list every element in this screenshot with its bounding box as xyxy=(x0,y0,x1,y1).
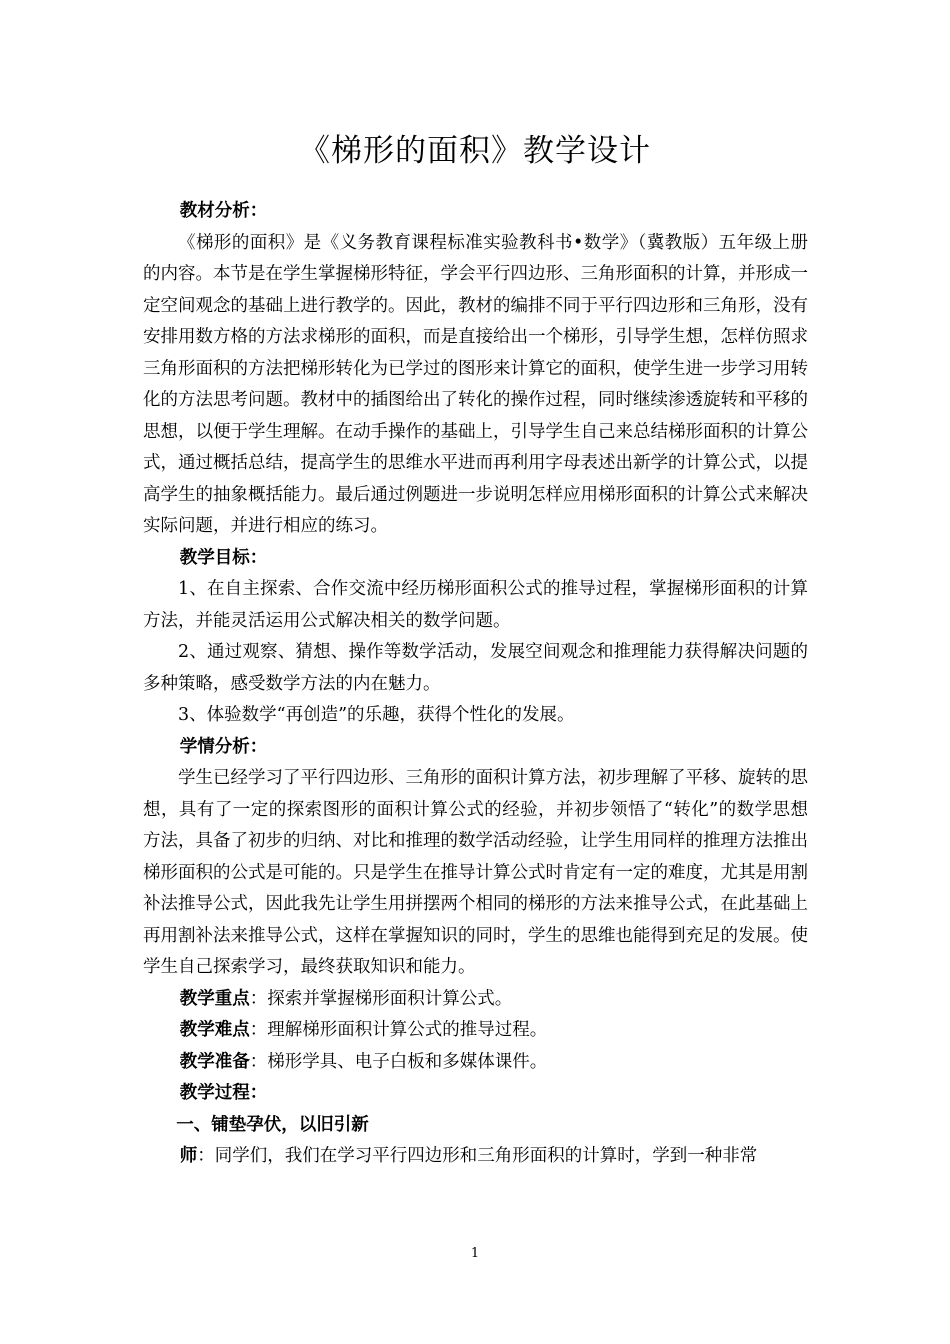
difficulty-line xyxy=(143,1015,808,1047)
paragraph-material-analysis: 《梯形的面积》是《义务教育课程标准实验教科书•数学》（冀教版）五年级上册的内容。本节是在学生掌握梯形特征，学会平行四边形、三角形面积的计算，并形成一定空间观念的基础上进行教学的。因此，教材的编排不同于平行四边形和三角形，没有安排用数方格的方法求梯形的面积，而是直接给出一个梯形，引导学生想，怎样仿照求三角形面积的方法把梯形转化为已学过的图形来计算它的面积，使学生进一步学习用转化的方法思考问题。教材中的插图给出了转化的操作过程，同时继续渗透旋转和平移的思想，以便于学生理解。在动手操作的基础上，引导学生自己来总结梯形面积的计算公式，通过概括总结，提高学生的思维水平进而再利用字母表述出新学的计算公式，以提高学生的抽象概括能力。最后通过例题进一步说明怎样应用梯形面积的计算公式来解决实际问题，并进行相应的练习。 xyxy=(143,232,808,536)
teacher-label: 师 xyxy=(179,1146,198,1166)
preparation-line xyxy=(143,1047,808,1079)
teacher-line xyxy=(143,1141,808,1173)
heading-teaching-goals: 教学目标： xyxy=(179,547,268,568)
preparation-text: ：梯形学具、电子白板和多媒体课件。 xyxy=(249,1051,548,1072)
preparation-label: 教学准备 xyxy=(179,1051,250,1072)
document-body xyxy=(143,196,808,1173)
goal-item-3: 3、体验数学“再创造”的乐趣，获得个性化的发展。 xyxy=(178,705,575,725)
goal-item-1: 1、在自主探索、合作交流中经历梯形面积公式的推导过程，掌握梯形面积的计算方法，并能灵活运用公式解决相关的数学问题。 xyxy=(143,579,808,631)
page-number: 1 xyxy=(470,1246,480,1261)
heading-student-analysis: 学情分析： xyxy=(179,736,268,757)
key-point-label: 教学重点 xyxy=(179,988,250,1009)
key-point-line xyxy=(143,984,808,1016)
section-heading-1: 一、铺垫孕伏，以旧引新 xyxy=(176,1114,369,1135)
difficulty-label: 教学难点 xyxy=(179,1020,250,1040)
goal-item-2: 2、通过观察、猜想、操作等数学活动，发展空间观念和推理能力获得解决问题的多种策略，感受数学方法的内在魅力。 xyxy=(143,642,808,694)
teacher-text: ：同学们，我们在学习平行四边形和三角形面积的计算时，学到一种非常 xyxy=(197,1146,758,1166)
heading-teaching-process: 教学过程： xyxy=(179,1083,268,1103)
paragraph-student-analysis: 学生已经学习了平行四边形、三角形的面积计算方法，初步理解了平移、旋转的思想，具有了一定的探索图形的面积计算公式的经验，并初步领悟了“转化”的数学思想方法，具备了初步的归纳、对比和推理的数学活动经验，让学生用同样的推理方法推出梯形面积的公式是可能的。只是学生在推导计算公式时肯定有一定的难度，尤其是用割补法推导公式，因此我先让学生用拼摆两个相同的梯形的方法来推导公式，在此基础上再用割补法来推导公式，这样在掌握知识的同时，学生的思维也能得到充足的发展。使学生自己探索学习，最终获取知识和能力。 xyxy=(143,768,808,977)
key-point-text: ：探索并掌握梯形面积计算公式。 xyxy=(249,988,513,1009)
difficulty-text: ：理解梯形面积计算公式的推导过程。 xyxy=(249,1020,548,1040)
heading-material-analysis: 教材分析： xyxy=(179,201,268,221)
document-title: 《梯形的面积》教学设计 xyxy=(299,133,651,169)
